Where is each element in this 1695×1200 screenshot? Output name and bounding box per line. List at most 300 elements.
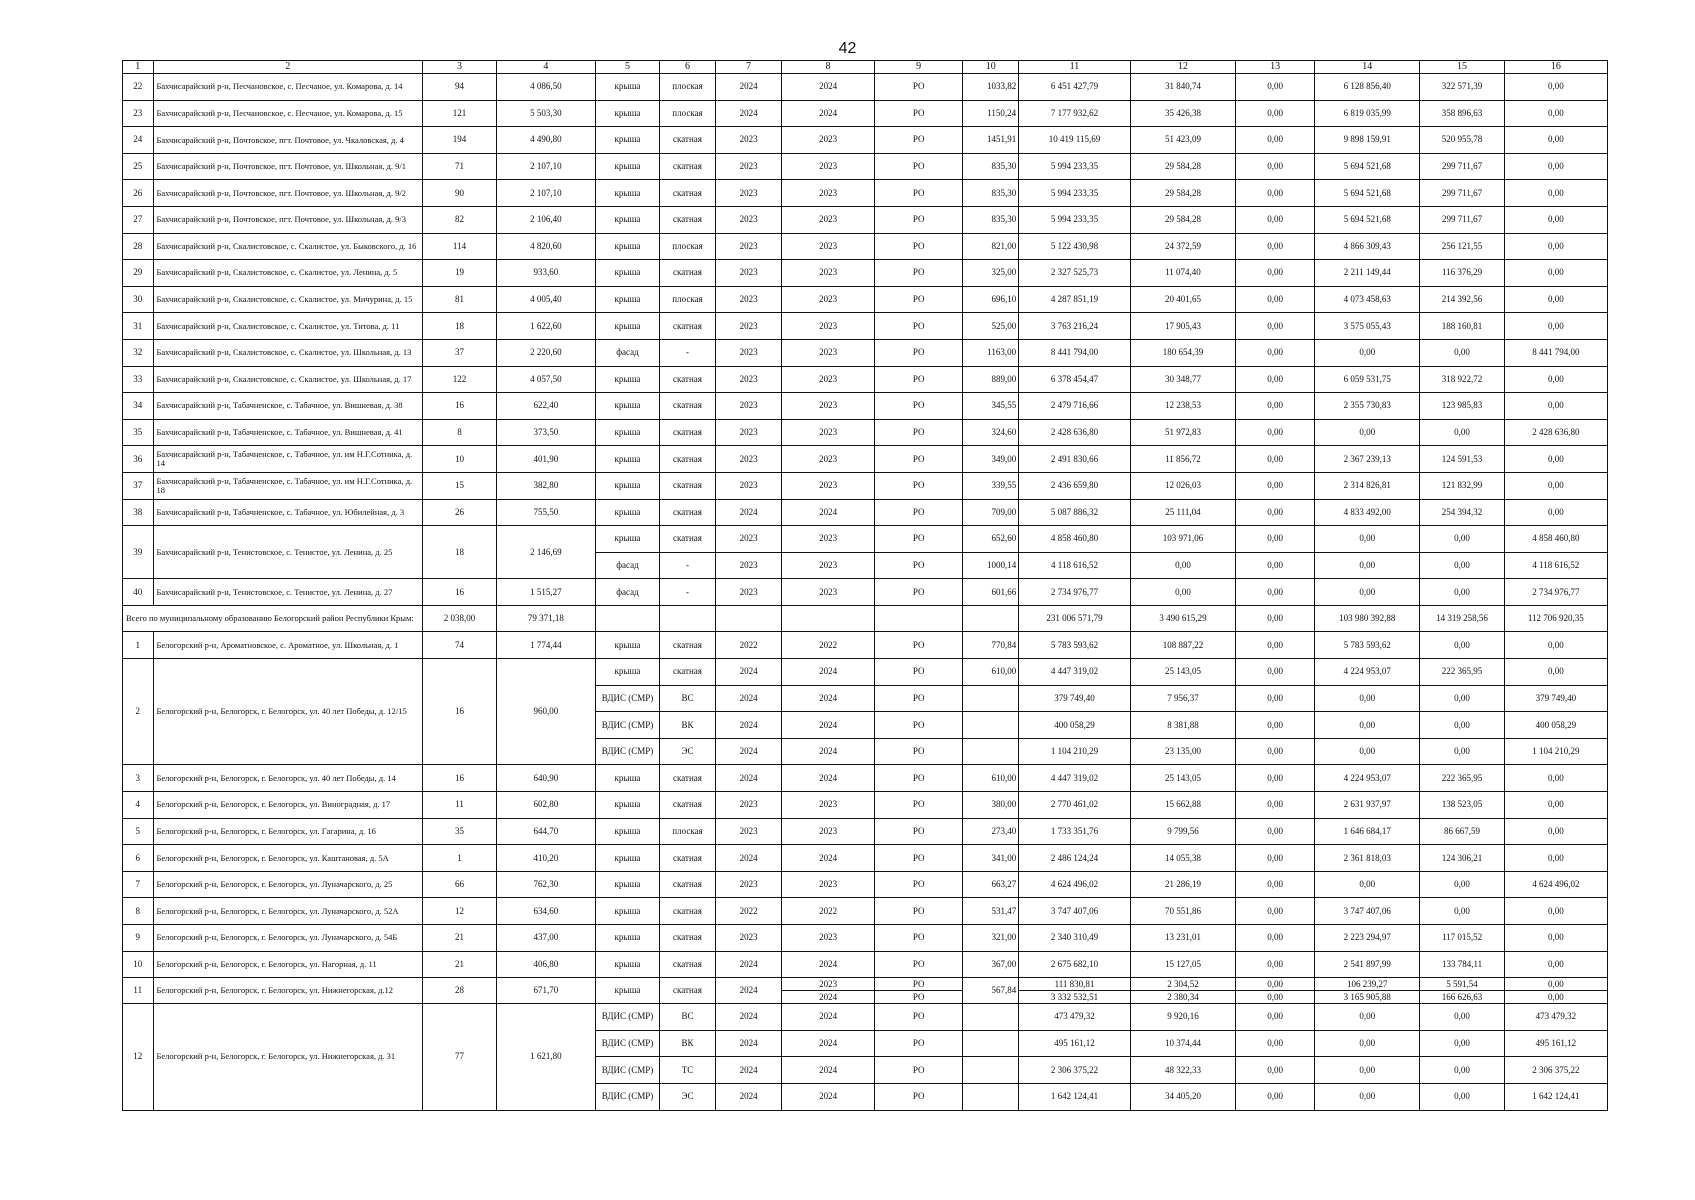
column-number-header: 14 [1315, 61, 1420, 74]
table-row [123, 659, 1608, 686]
work-type-cell: ВДИС (СМР) [595, 1057, 659, 1084]
apartments-cell: 81 [423, 286, 497, 313]
row-number: 29 [123, 260, 154, 287]
row-number: 4 [123, 792, 154, 819]
unit-cost-cell: 13 231,01 [1130, 925, 1235, 952]
work-type-cell: ВДИС (СМР) [595, 1004, 659, 1031]
area-cell: 610,00 [963, 765, 1019, 792]
address-cell: Бахчисарайский р-н, Скалистовское, с. Скалистое, ул. Мичурина, д. 15 [153, 286, 423, 313]
other-cell: 0,00 [1504, 180, 1607, 207]
column-number-header: 9 [874, 61, 962, 74]
building-area-cell: 382,80 [496, 472, 595, 499]
column-number-header: 16 [1504, 61, 1607, 74]
year-end-cell: 2024 [782, 951, 875, 978]
unit-cost-cell: 12 238,53 [1130, 393, 1235, 420]
fund-cell: 0,00 [1236, 792, 1315, 819]
source-cell: РО [874, 100, 962, 127]
owner-share-cell: 299 711,67 [1420, 206, 1504, 233]
other-cell: 4 858 460,80 [1504, 526, 1607, 553]
year-start-cell: 2023 [715, 286, 781, 313]
other-cell: 0,00 [1504, 632, 1607, 659]
year-start-cell: 2023 [715, 366, 781, 393]
fund-cell: 0,00 [1236, 712, 1315, 739]
year-end-cell: 2024 [782, 685, 875, 712]
total-cost-cell: 2 491 830,66 [1019, 446, 1131, 473]
total-label: Всего по муниципальному образованию Белогорский район Республики Крым: [123, 605, 423, 632]
address-cell: Бахчисарайский р-н, Скалистовское, с. Скалистое, ул. Быковского, д. 16 [153, 233, 423, 260]
work-type-cell: крыша [595, 206, 659, 233]
unit-cost-cell: 14 055,38 [1130, 845, 1235, 872]
work-type-cell: крыша [595, 260, 659, 287]
budget-cell: 9 898 159,91 [1315, 127, 1420, 154]
total-area: 79 371,18 [496, 605, 595, 632]
year-start-cell: 2023 [715, 153, 781, 180]
total-cost-cell: 111 830,81 [1019, 978, 1131, 991]
year-end-cell: 2024 [782, 845, 875, 872]
work-type-cell: крыша [595, 898, 659, 925]
building-area-cell: 2 220,60 [496, 339, 595, 366]
total-cost-cell: 1 642 124,41 [1019, 1083, 1131, 1110]
year-start-cell: 2022 [715, 898, 781, 925]
source-cell: РО [874, 632, 962, 659]
budget-cell: 4 073 458,63 [1315, 286, 1420, 313]
apartments-cell: 21 [423, 925, 497, 952]
table-row [123, 951, 1608, 978]
year-start-cell: 2023 [715, 579, 781, 606]
area-cell: 349,00 [963, 446, 1019, 473]
empty-cell [782, 605, 875, 632]
owner-share-cell: 299 711,67 [1420, 153, 1504, 180]
work-type-cell: крыша [595, 74, 659, 101]
unit-cost-cell: 31 840,74 [1130, 74, 1235, 101]
budget-cell: 6 819 035,99 [1315, 100, 1420, 127]
row-number: 39 [123, 526, 154, 579]
table-row [123, 978, 1608, 991]
year-end-cell: 2024 [782, 1057, 875, 1084]
area-cell: 889,00 [963, 366, 1019, 393]
owner-share-cell: 124 591,53 [1420, 446, 1504, 473]
year-end-cell: 2023 [782, 313, 875, 340]
total-cost-cell: 10 419 115,69 [1019, 127, 1131, 154]
total-cost: 231 006 571,79 [1019, 605, 1131, 632]
row-number: 33 [123, 366, 154, 393]
year-start-cell: 2023 [715, 339, 781, 366]
row-number: 36 [123, 446, 154, 473]
building-area-cell: 410,20 [496, 845, 595, 872]
year-start-cell: 2024 [715, 100, 781, 127]
source-cell: РО [874, 845, 962, 872]
fund-cell: 0,00 [1236, 180, 1315, 207]
area-cell: 835,30 [963, 153, 1019, 180]
budget-cell: 0,00 [1315, 738, 1420, 765]
building-area-cell: 4 005,40 [496, 286, 595, 313]
total-cost-cell: 2 306 375,22 [1019, 1057, 1131, 1084]
roof-type-cell: скатная [660, 366, 716, 393]
source-cell: РО [874, 260, 962, 287]
column-number-header: 1 [123, 61, 154, 74]
owner-share-cell: 0,00 [1420, 1030, 1504, 1057]
budget-cell: 2 223 294,97 [1315, 925, 1420, 952]
year-end-cell: 2023 [782, 180, 875, 207]
apartments-cell: 21 [423, 951, 497, 978]
apartments-cell: 35 [423, 818, 497, 845]
budget-cell: 4 833 492,00 [1315, 499, 1420, 526]
unit-cost-cell: 9 799,56 [1130, 818, 1235, 845]
source-cell: РО [874, 233, 962, 260]
work-type-cell: крыша [595, 632, 659, 659]
owner-share-cell: 214 392,56 [1420, 286, 1504, 313]
building-area-cell: 4 820,60 [496, 233, 595, 260]
total-cost-cell: 5 087 886,32 [1019, 499, 1131, 526]
source-cell: РО [874, 1004, 962, 1031]
apartments-cell: 77 [423, 1004, 497, 1110]
address-cell: Белогорский р-н, Белогорск, г. Белогорск, ул. 40 лет Победы, д. 12/15 [153, 659, 423, 765]
budget-cell: 0,00 [1315, 1004, 1420, 1031]
building-area-cell: 1 515,27 [496, 579, 595, 606]
year-start-cell: 2024 [715, 765, 781, 792]
unit-cost-cell: 180 654,39 [1130, 339, 1235, 366]
year-start-cell: 2024 [715, 951, 781, 978]
roof-type-cell: скатная [660, 313, 716, 340]
other-cell: 0,00 [1504, 153, 1607, 180]
fund-cell: 0,00 [1236, 951, 1315, 978]
year-start-cell: 2023 [715, 206, 781, 233]
year-start-cell: 2023 [715, 526, 781, 553]
year-end-cell: 2023 [782, 579, 875, 606]
year-start-cell: 2023 [715, 552, 781, 579]
area-cell: 601,66 [963, 579, 1019, 606]
area-cell: 709,00 [963, 499, 1019, 526]
source-cell: РО [874, 127, 962, 154]
unit-cost-cell: 17 905,43 [1130, 313, 1235, 340]
table-row [123, 1004, 1608, 1031]
owner-share-cell: 117 015,52 [1420, 925, 1504, 952]
roof-type-cell: скатная [660, 845, 716, 872]
total-cost-cell: 2 734 976,77 [1019, 579, 1131, 606]
row-number: 32 [123, 339, 154, 366]
table-row [123, 792, 1608, 819]
address-cell: Бахчисарайский р-н, Табачненское, с. Табачное, ул. Вишневая, д. 41 [153, 419, 423, 446]
other-cell: 1 104 210,29 [1504, 738, 1607, 765]
roof-type-cell: скатная [660, 765, 716, 792]
year-start-cell: 2024 [715, 74, 781, 101]
row-number: 11 [123, 978, 154, 1004]
area-cell [963, 1004, 1019, 1031]
year-start-cell: 2024 [715, 1030, 781, 1057]
year-end-cell: 2024 [782, 499, 875, 526]
year-start-cell: 2024 [715, 685, 781, 712]
budget-cell: 1 646 684,17 [1315, 818, 1420, 845]
total-cost-cell: 7 177 932,62 [1019, 100, 1131, 127]
unit-cost-cell: 15 662,88 [1130, 792, 1235, 819]
fund-cell: 0,00 [1236, 233, 1315, 260]
owner-share-cell: 0,00 [1420, 419, 1504, 446]
table-row [123, 127, 1608, 154]
other-cell: 0,00 [1504, 845, 1607, 872]
empty-cell [874, 605, 962, 632]
building-area-cell: 401,90 [496, 446, 595, 473]
apartments-cell: 71 [423, 153, 497, 180]
fund-cell: 0,00 [1236, 632, 1315, 659]
building-area-cell: 644,70 [496, 818, 595, 845]
address-cell: Белогорский р-н, Белогорск, г. Белогорск, ул. Виноградная, д. 17 [153, 792, 423, 819]
building-area-cell: 671,70 [496, 978, 595, 1004]
area-cell [963, 712, 1019, 739]
other-cell: 0,00 [1504, 659, 1607, 686]
source-cell: РО [874, 446, 962, 473]
source-cell: РО [874, 313, 962, 340]
owner-share-cell: 222 365,95 [1420, 659, 1504, 686]
work-type-cell: крыша [595, 792, 659, 819]
building-area-cell: 622,40 [496, 393, 595, 420]
budget-cell: 2 361 818,03 [1315, 845, 1420, 872]
year-start-cell: 2023 [715, 472, 781, 499]
year-end-cell: 2023 [782, 419, 875, 446]
roof-type-cell: ВК [660, 712, 716, 739]
other-cell: 0,00 [1504, 233, 1607, 260]
owner-share-cell: 358 896,63 [1420, 100, 1504, 127]
total-cost-cell: 8 441 794,00 [1019, 339, 1131, 366]
year-end-cell: 2024 [782, 100, 875, 127]
other-cell: 4 624 496,02 [1504, 871, 1607, 898]
unit-cost-cell: 29 584,28 [1130, 180, 1235, 207]
other-cell: 0,00 [1504, 765, 1607, 792]
apartments-cell: 15 [423, 472, 497, 499]
budget-cell: 5 694 521,68 [1315, 180, 1420, 207]
area-cell: 663,27 [963, 871, 1019, 898]
year-end-cell: 2024 [782, 74, 875, 101]
unit-cost-cell: 12 026,03 [1130, 472, 1235, 499]
apartments-cell: 26 [423, 499, 497, 526]
year-start-cell: 2024 [715, 1057, 781, 1084]
roof-type-cell: скатная [660, 472, 716, 499]
source-cell: РО [874, 552, 962, 579]
year-end-cell: 2024 [782, 991, 875, 1004]
address-cell: Белогорский р-н, Белогорск, г. Белогорск, ул. 40 лет Победы, д. 14 [153, 765, 423, 792]
apartments-cell: 16 [423, 579, 497, 606]
row-number: 3 [123, 765, 154, 792]
work-type-cell: крыша [595, 871, 659, 898]
table-row [123, 153, 1608, 180]
total-cost-cell: 2 770 461,02 [1019, 792, 1131, 819]
budget-cell: 0,00 [1315, 552, 1420, 579]
other-cell: 0,00 [1504, 446, 1607, 473]
column-number-header: 12 [1130, 61, 1235, 74]
year-end-cell: 2024 [782, 738, 875, 765]
source-cell: РО [874, 712, 962, 739]
table-row [123, 339, 1608, 366]
address-cell: Бахчисарайский р-н, Почтовское, пгт. Почтовое, ул. Школьная, д. 9/3 [153, 206, 423, 233]
table-row [123, 632, 1608, 659]
source-cell: РО [874, 206, 962, 233]
total-cost-cell: 4 858 460,80 [1019, 526, 1131, 553]
row-number: 31 [123, 313, 154, 340]
area-cell [963, 1057, 1019, 1084]
year-start-cell: 2022 [715, 632, 781, 659]
year-end-cell: 2024 [782, 765, 875, 792]
unit-cost-cell: 2 380,34 [1130, 991, 1235, 1004]
source-cell: РО [874, 419, 962, 446]
unit-cost-cell: 9 920,16 [1130, 1004, 1235, 1031]
other-cell: 0,00 [1504, 898, 1607, 925]
work-type-cell: крыша [595, 153, 659, 180]
building-area-cell: 2 146,69 [496, 526, 595, 579]
address-cell: Белогорский р-н, Белогорск, г. Белогорск, ул. Нижнегорская, д.12 [153, 978, 423, 1004]
year-start-cell: 2023 [715, 792, 781, 819]
building-area-cell: 602,80 [496, 792, 595, 819]
owner-share-cell: 0,00 [1420, 1004, 1504, 1031]
apartments-cell: 114 [423, 233, 497, 260]
owner-share-cell: 0,00 [1420, 871, 1504, 898]
area-cell: 325,00 [963, 260, 1019, 287]
row-number: 5 [123, 818, 154, 845]
address-cell: Бахчисарайский р-н, Табачненское, с. Табачное, ул. им Н.Г.Сотника, д. 14 [153, 446, 423, 473]
roof-type-cell: ВС [660, 1004, 716, 1031]
address-cell: Белогорский р-н, Белогорск, г. Белогорск, ул. Гагарина, д. 16 [153, 818, 423, 845]
budget-cell: 3 747 407,06 [1315, 898, 1420, 925]
address-cell: Бахчисарайский р-н, Тенистовское, с. Тенистое, ул. Ленина, д. 25 [153, 526, 423, 579]
fund-cell: 0,00 [1236, 845, 1315, 872]
building-area-cell: 5 503,30 [496, 100, 595, 127]
source-cell: РО [874, 526, 962, 553]
budget-cell: 0,00 [1315, 526, 1420, 553]
building-area-cell: 634,60 [496, 898, 595, 925]
address-cell: Бахчисарайский р-н, Табачненское, с. Табачное, ул. им Н.Г.Сотника, д. 18 [153, 472, 423, 499]
other-cell: 2 734 976,77 [1504, 579, 1607, 606]
fund-cell: 0,00 [1236, 1083, 1315, 1110]
column-number-header: 5 [595, 61, 659, 74]
other-cell: 4 118 616,52 [1504, 552, 1607, 579]
building-area-cell: 2 106,40 [496, 206, 595, 233]
budget-cell: 106 239,27 [1315, 978, 1420, 991]
apartments-cell: 122 [423, 366, 497, 393]
other-cell: 0,00 [1504, 286, 1607, 313]
apartments-cell: 194 [423, 127, 497, 154]
building-area-cell: 960,00 [496, 659, 595, 765]
empty-cell [660, 605, 716, 632]
total-cost-cell: 5 994 233,35 [1019, 206, 1131, 233]
unit-cost-cell: 108 887,22 [1130, 632, 1235, 659]
source-cell: РО [874, 925, 962, 952]
address-cell: Бахчисарайский р-н, Песчановское, с. Песчаное, ул. Комарова, д. 15 [153, 100, 423, 127]
total-apartments: 2 038,00 [423, 605, 497, 632]
total-unit-cost: 3 490 615,29 [1130, 605, 1235, 632]
work-type-cell: ВДИС (СМР) [595, 685, 659, 712]
fund-cell: 0,00 [1236, 818, 1315, 845]
column-number-header: 8 [782, 61, 875, 74]
roof-type-cell: скатная [660, 393, 716, 420]
year-end-cell: 2024 [782, 1030, 875, 1057]
address-cell: Бахчисарайский р-н, Табачненское, с. Табачное, ул. Вишневая, д. 38 [153, 393, 423, 420]
owner-share-cell: 299 711,67 [1420, 180, 1504, 207]
owner-share-cell: 0,00 [1420, 898, 1504, 925]
roof-type-cell: скатная [660, 925, 716, 952]
total-cost-cell: 3 763 216,24 [1019, 313, 1131, 340]
year-start-cell: 2023 [715, 446, 781, 473]
total-owner-share: 14 319 258,56 [1420, 605, 1504, 632]
row-number: 34 [123, 393, 154, 420]
table-row [123, 206, 1608, 233]
row-number: 25 [123, 153, 154, 180]
work-type-cell: крыша [595, 499, 659, 526]
building-area-cell: 4 086,50 [496, 74, 595, 101]
roof-type-cell: скатная [660, 446, 716, 473]
work-type-cell: крыша [595, 313, 659, 340]
area-cell: 1033,82 [963, 74, 1019, 101]
table-row [123, 260, 1608, 287]
total-cost-cell: 400 058,29 [1019, 712, 1131, 739]
source-cell: РО [874, 1030, 962, 1057]
other-cell: 400 058,29 [1504, 712, 1607, 739]
empty-cell [715, 605, 781, 632]
fund-cell: 0,00 [1236, 339, 1315, 366]
unit-cost-cell: 48 322,33 [1130, 1057, 1235, 1084]
fund-cell: 0,00 [1236, 1057, 1315, 1084]
roof-type-cell: скатная [660, 499, 716, 526]
other-cell: 0,00 [1504, 313, 1607, 340]
year-start-cell: 2024 [715, 845, 781, 872]
row-number: 28 [123, 233, 154, 260]
apartments-cell: 37 [423, 339, 497, 366]
other-cell: 0,00 [1504, 991, 1607, 1004]
unit-cost-cell: 35 426,38 [1130, 100, 1235, 127]
row-number: 23 [123, 100, 154, 127]
budget-cell: 0,00 [1315, 419, 1420, 446]
apartments-cell: 11 [423, 792, 497, 819]
budget-cell: 3 165 905,88 [1315, 991, 1420, 1004]
owner-share-cell: 86 667,59 [1420, 818, 1504, 845]
fund-cell: 0,00 [1236, 1030, 1315, 1057]
building-area-cell: 4 057,50 [496, 366, 595, 393]
apartments-cell: 18 [423, 313, 497, 340]
roof-type-cell: плоская [660, 74, 716, 101]
row-number: 9 [123, 925, 154, 952]
year-start-cell: 2024 [715, 712, 781, 739]
building-area-cell: 4 490,80 [496, 127, 595, 154]
unit-cost-cell: 8 381,88 [1130, 712, 1235, 739]
unit-cost-cell: 11 856,72 [1130, 446, 1235, 473]
column-number-header: 7 [715, 61, 781, 74]
other-cell: 0,00 [1504, 978, 1607, 991]
owner-share-cell: 5 591,54 [1420, 978, 1504, 991]
other-cell: 495 161,12 [1504, 1030, 1607, 1057]
owner-share-cell: 0,00 [1420, 685, 1504, 712]
roof-type-cell: скатная [660, 978, 716, 1004]
other-cell: 0,00 [1504, 951, 1607, 978]
source-cell: РО [874, 366, 962, 393]
table-row [123, 818, 1608, 845]
source-cell: РО [874, 1083, 962, 1110]
row-number: 22 [123, 74, 154, 101]
total-cost-cell: 4 624 496,02 [1019, 871, 1131, 898]
fund-cell: 0,00 [1236, 659, 1315, 686]
owner-share-cell: 318 922,72 [1420, 366, 1504, 393]
year-start-cell: 2023 [715, 871, 781, 898]
fund-cell: 0,00 [1236, 738, 1315, 765]
owner-share-cell: 188 160,81 [1420, 313, 1504, 340]
apartments-cell: 12 [423, 898, 497, 925]
total-cost-cell: 2 486 124,24 [1019, 845, 1131, 872]
year-end-cell: 2023 [782, 339, 875, 366]
total-cost-cell: 3 332 532,51 [1019, 991, 1131, 1004]
year-start-cell: 2023 [715, 127, 781, 154]
row-number: 7 [123, 871, 154, 898]
building-area-cell: 640,90 [496, 765, 595, 792]
unit-cost-cell: 20 401,65 [1130, 286, 1235, 313]
building-area-cell: 1 621,80 [496, 1004, 595, 1110]
budget-cell: 6 128 856,40 [1315, 74, 1420, 101]
row-number: 6 [123, 845, 154, 872]
